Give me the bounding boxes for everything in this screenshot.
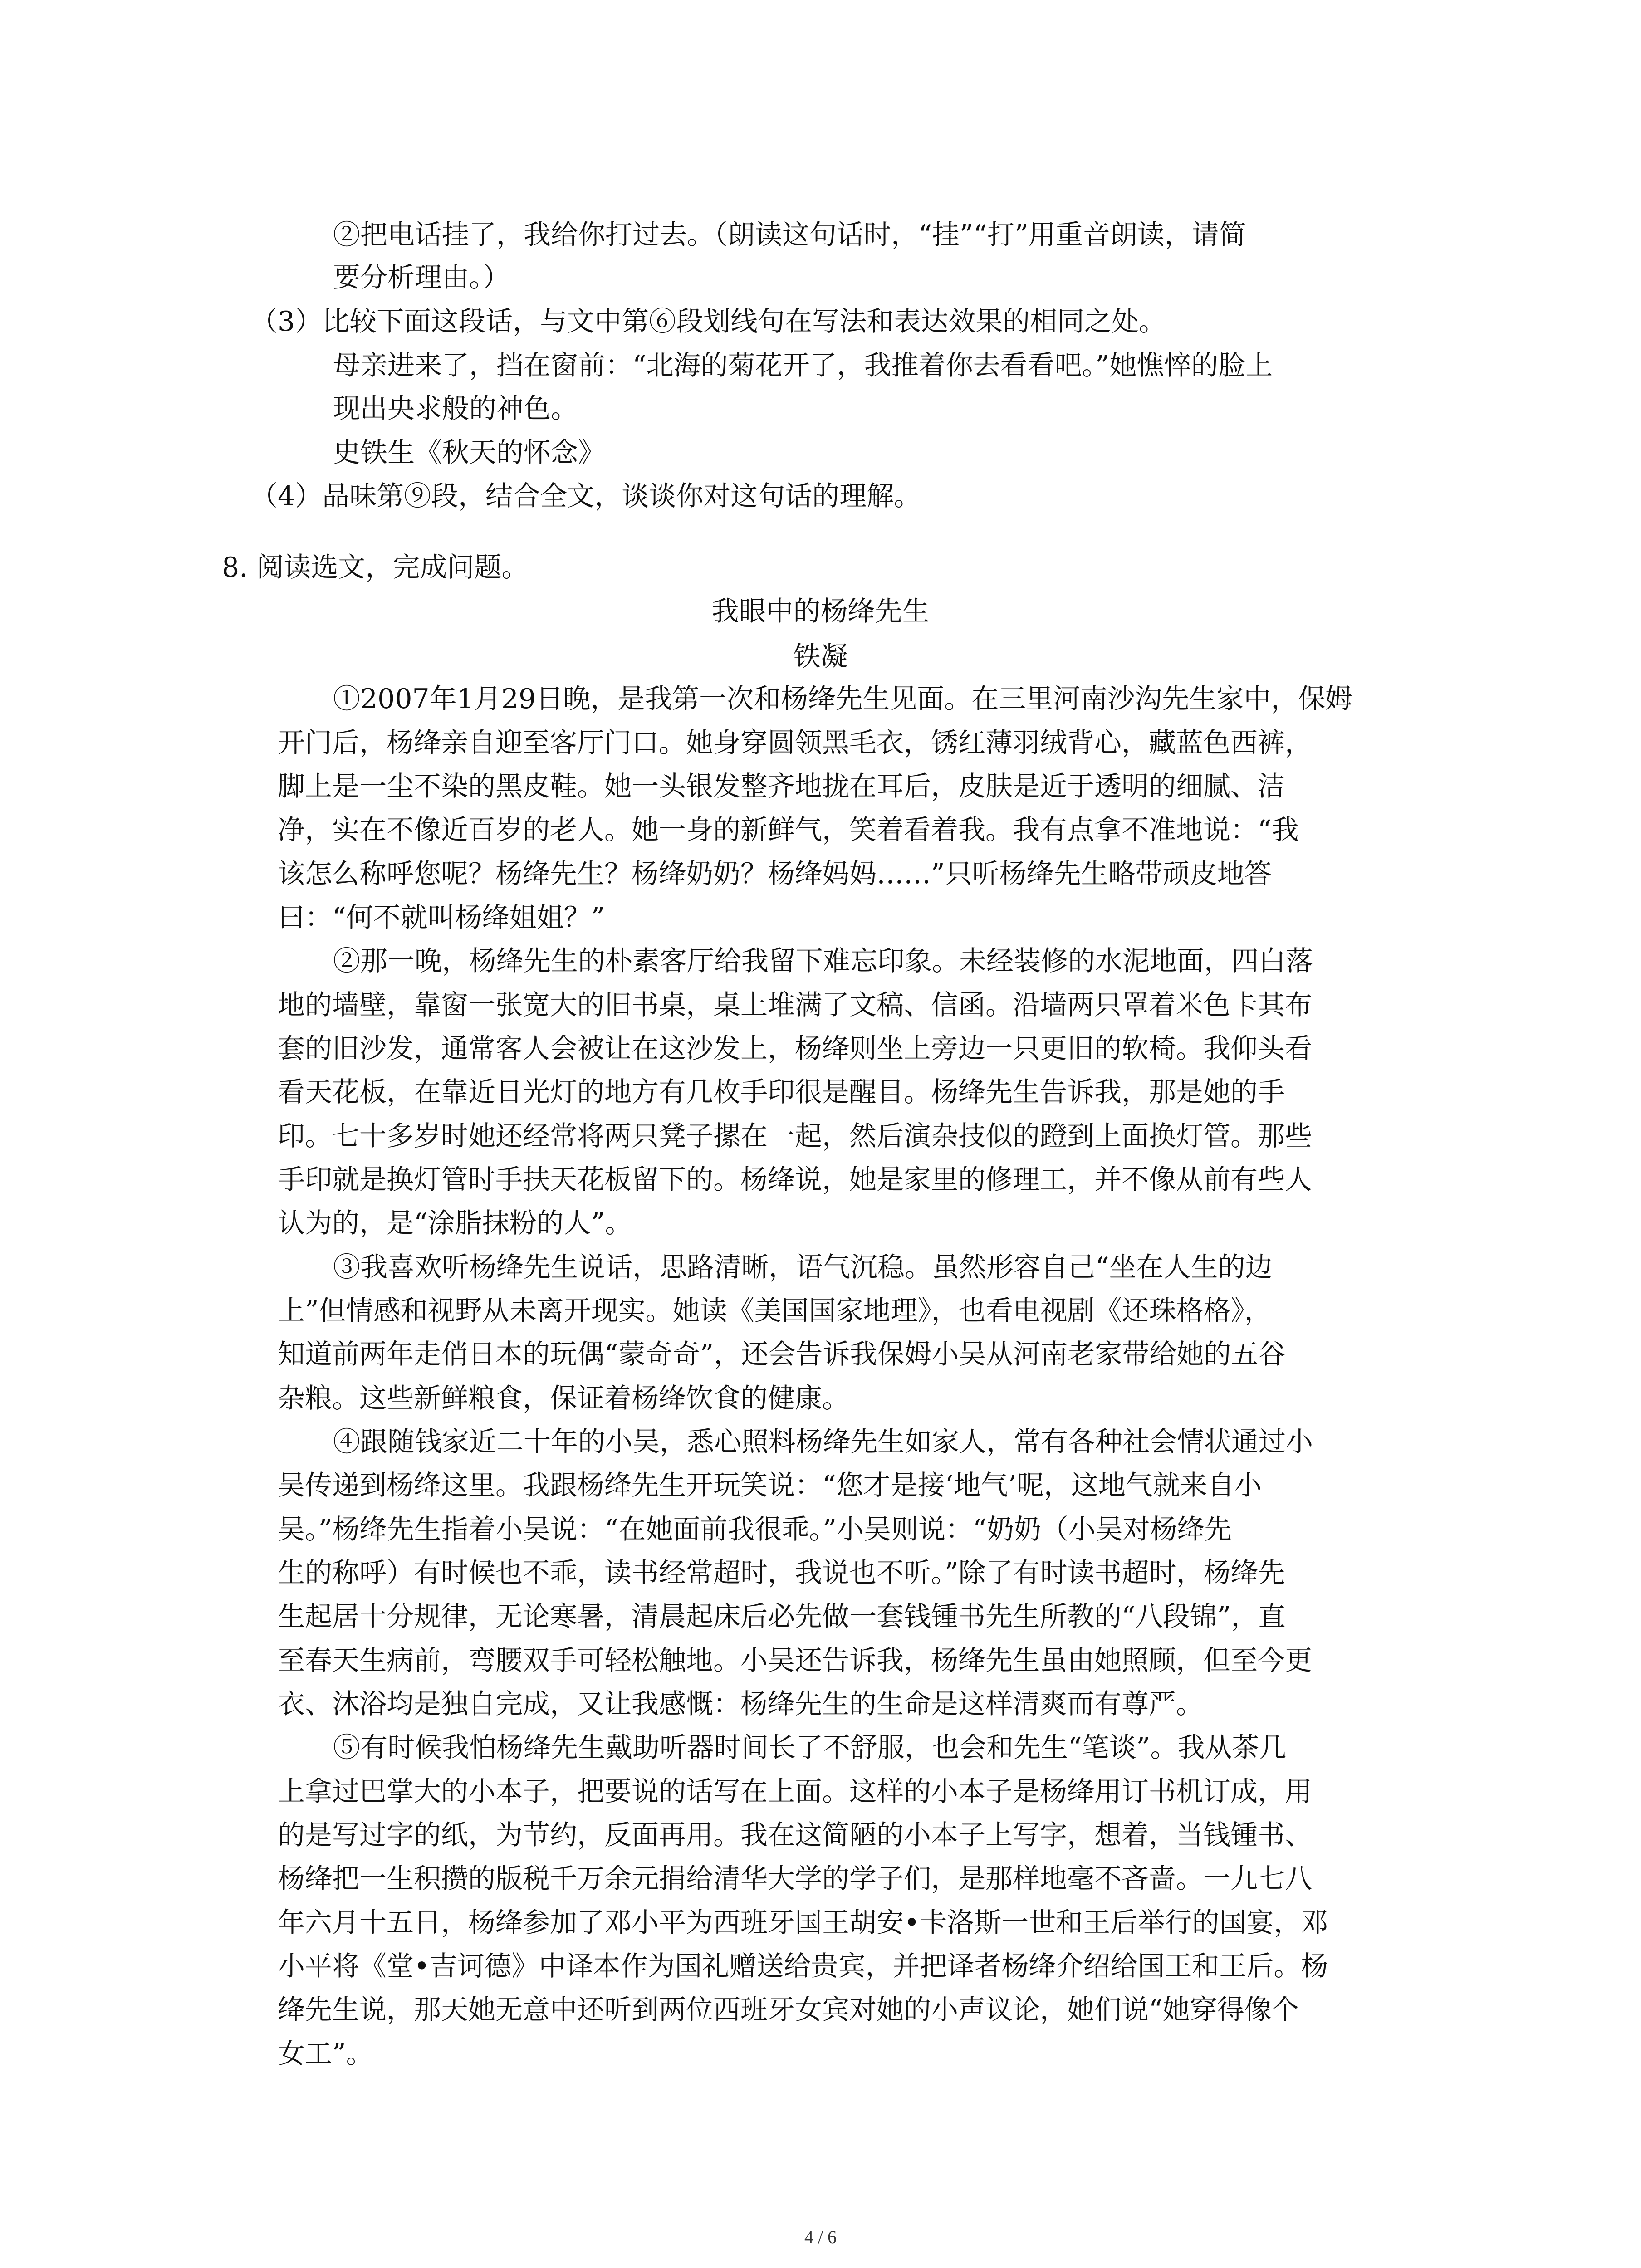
paragraph-line: 杂粮。这些新鲜粮食，保证着杨绛饮食的健康。	[278, 1383, 849, 1414]
paragraph-line: ⑤有时候我怕杨绛先生戴助听器时间长了不舒服，也会和先生“笔谈”。我从茶几	[333, 1732, 1287, 1764]
paragraph-line: 曰：“何不就叫杨绛姐姐？”	[278, 902, 605, 934]
paragraph-line: 手印就是换灯管时手扶天花板留下的。杨绛说，她是家里的修理工，并不像从前有些人	[278, 1164, 1312, 1196]
sub3-quote-line: 现出央求般的神色。	[333, 393, 578, 425]
sub3-quote-source: 史铁生《秋天的怀念》	[333, 437, 605, 469]
paragraph-line: 女工”。	[278, 2038, 373, 2070]
paragraph-line: ①2007年1月29日晚，是我第一次和杨绛先生见面。在三里河南沙沟先生家中，保姆	[333, 683, 1353, 715]
paragraph-line: 净，实在不像近百岁的老人。她一身的新鲜气，笑着看着我。我有点拿不准地说：“我	[278, 814, 1299, 846]
paragraph-line: 年六月十五日，杨绛参加了邓小平为西班牙国王胡安•卡洛斯一世和王后举行的国宴，邓	[278, 1907, 1328, 1939]
paragraph-line: 衣、沐浴均是独自完成，又让我感慨：杨绛先生的生命是这样清爽而有尊严。	[278, 1688, 1203, 1720]
paragraph-line: 上”但情感和视野从未离开现实。她读《美国国家地理》，也看电视剧《还珠格格》，	[278, 1295, 1272, 1327]
page-number: 4 / 6	[804, 2227, 837, 2247]
sub2-item2-line: 要分析理由。）	[333, 262, 510, 293]
paragraph-line: 套的旧沙发，通常客人会被让在这沙发上，杨绛则坐上旁边一只更旧的软椅。我仰头看	[278, 1033, 1312, 1065]
paragraph-line: ②那一晚，杨绛先生的朴素客厅给我留下难忘印象。未经装修的水泥地面，四白落	[333, 945, 1313, 977]
paragraph-line: 绛先生说，那天她无意中还听到两位西班牙女宾对她的小声议论，她们说“她穿得像个	[278, 1994, 1299, 2026]
paragraph-line: 认为的，是“涂脂抹粉的人”。	[278, 1207, 632, 1239]
paragraph-line: ④跟随钱家近二十年的小吴，悉心照料杨绛先生如家人，常有各种社会情状通过小	[333, 1426, 1313, 1458]
article-title: 我眼中的杨绛先生	[711, 596, 930, 627]
paragraph-line: 小平将《堂•吉诃德》中译本作为国礼赠送给贵宾，并把译者杨绛介绍给国王和王后。杨	[278, 1950, 1328, 1982]
paragraph-line: 知道前两年走俏日本的玩偶“蒙奇奇”，还会告诉我保姆小吴从河南老家带给她的五谷	[278, 1339, 1286, 1370]
sub3-quote-line: 母亲进来了，挡在窗前：“北海的菊花开了，我推着你去看看吧。”她憔悴的脸上	[333, 350, 1273, 381]
paragraph-line: 脚上是一尘不染的黑皮鞋。她一头银发整齐地拢在耳后，皮肤是近于透明的细腻、洁	[278, 771, 1285, 802]
paragraph-line: 吴传递到杨绛这里。我跟杨绛先生开玩笑说：“您才是接‘地气’呢，这地气就来自小	[278, 1470, 1262, 1501]
paragraph-line: ③我喜欢听杨绛先生说话，思路清晰，语气沉稳。虽然形容自己“坐在人生的边	[333, 1251, 1273, 1283]
paragraph-line: 该怎么称呼您呢？杨绛先生？杨绛奶奶？杨绛妈妈……”只听杨绛先生略带顽皮地答	[278, 858, 1272, 890]
paragraph-line: 看天花板，在靠近日光灯的地方有几枚手印很是醒目。杨绛先生告诉我，那是她的手	[278, 1076, 1285, 1108]
paragraph-line: 上拿过巴掌大的小本子，把要说的话写在上面。这样的小本子是杨绛用订书机订成，用	[278, 1776, 1312, 1808]
article-author: 铁凝	[793, 641, 848, 673]
paragraph-line: 开门后，杨绛亲自迎至客厅门口。她身穿圆领黑毛衣，锈红薄羽绒背心，藏蓝色西裤，	[278, 727, 1312, 759]
paragraph-line: 至春天生病前，弯腰双手可轻松触地。小吴还告诉我，杨绛先生虽由她照顾，但至今更	[278, 1645, 1312, 1677]
paragraph-line: 吴。”杨绛先生指着小吴说：“在她面前我很乖。”小吴则说：“奶奶（小吴对杨绛先	[278, 1514, 1232, 1545]
paragraph-line: 杨绛把一生积攒的版税千万余元捐给清华大学的学子们，是那样地毫不吝啬。一九七八	[278, 1863, 1312, 1895]
sub3-label: （3）比较下面这段话，与文中第⑥段划线句在写法和表达效果的相同之处。	[250, 306, 1166, 337]
paragraph-line: 印。七十多岁时她还经常将两只凳子摞在一起，然后演杂技似的蹬到上面换灯管。那些	[278, 1120, 1312, 1152]
sub2-item2-line: ②把电话挂了，我给你打过去。（朗读这句话时，“挂”“打”用重音朗读，请简	[333, 219, 1246, 251]
paragraph-line: 的是写过字的纸，为节约，反面再用。我在这简陋的小本子上写字，想着，当钱锺书、	[278, 1819, 1312, 1851]
paragraph-line: 地的墙壁，靠窗一张宽大的旧书桌，桌上堆满了文稿、信函。沿墙两只罩着米色卡其布	[278, 989, 1312, 1021]
question-prompt: 8. 阅读选文，完成问题。	[222, 552, 529, 583]
paragraph-line: 生起居十分规律，无论寒暑，清晨起床后必先做一套钱锺书先生所教的“八段锦”，直	[278, 1601, 1286, 1633]
sub4-label: （4）品味第⑨段，结合全文，谈谈你对这句话的理解。	[250, 480, 921, 512]
paragraph-line: 生的称呼）有时候也不乖，读书经常超时，我说也不听。”除了有时读书超时，杨绛先	[278, 1557, 1285, 1589]
